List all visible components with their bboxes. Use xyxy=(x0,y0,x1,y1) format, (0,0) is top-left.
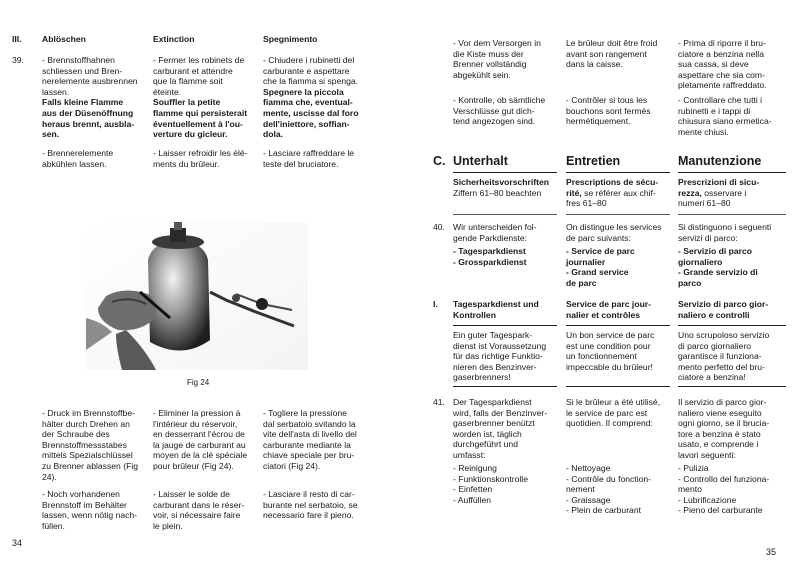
item-number: 41. xyxy=(433,397,445,407)
divider xyxy=(566,214,670,215)
safety-fr-text: se référer aux chif- fres 61–80 xyxy=(566,187,656,209)
item39-fr-bold: Souffler la petite flamme qui persisterait éventuellement à l'ou- verture du gicleur. xyxy=(153,97,248,140)
drain-it: - Togliere la pressione dal serbatoio svitando la vite dell'asta di livello del carburante mediante la chiave speciale per bru- ciatori (Fig 24). xyxy=(263,408,357,471)
item39-fr-text: - Fermer les robinets de carburant et attendre que la flamme soit éteinte. xyxy=(153,55,245,97)
item40-it-bold: - Servizio di parco giornaliero - Grande servizio di parco xyxy=(678,246,758,288)
section-i-number: I. xyxy=(433,299,438,309)
burner-illustration xyxy=(86,222,308,370)
item39-it-text: - Chiudere i rubinetti del carburante e aspettare che la fiamma si spenga. xyxy=(263,55,359,87)
item-number: 39. xyxy=(12,55,24,65)
item39-de xyxy=(42,55,150,140)
boxed-de: Ein guter Tagespark- dienst ist Voraussetzung für das richtige Funktio- nieren des Benzinver- gaserbrenners! xyxy=(453,330,547,383)
safety-fr xyxy=(566,177,674,209)
safety-de-text: Ziffern 61–80 beachten xyxy=(453,187,542,198)
cool-it: - Lasciare raffreddare le teste del bruciatore. xyxy=(263,148,355,169)
tasks-fr: - Nettoyage - Contrôle du fonction- nement - Graissage - Plein de carburant xyxy=(566,463,652,516)
item40-it xyxy=(678,222,790,289)
divider xyxy=(566,386,670,387)
safety-fr-bold: Prescriptions de sécu- rité, xyxy=(566,177,659,198)
section-number: III. xyxy=(12,34,22,44)
heading-de: Ablöschen xyxy=(42,34,86,44)
item40-fr-text: On distingue les services de parc suivants: xyxy=(566,222,662,243)
item40-de-bold: - Tagesparkdienst - Grossparkdienst xyxy=(453,246,527,267)
tasks-de: - Reinigung - Funktionskontrolle - Einfetten - Auffüllen xyxy=(453,463,528,505)
item41-fr: Si le brûleur a été utilisé, le service de parc est quotidien. Il comprend: xyxy=(566,397,661,429)
rest-it: - Lasciare il resto di car- burante nel serbatoio, se necessario fare il pieno. xyxy=(263,489,358,521)
cool-de: - Brennerelemente abkühlen lassen. xyxy=(42,148,114,169)
drain-fr: - Eliminer la pression à l'intérieur du réservoir, en desserrant l'écrou de la jauge de carburant au moyen de la clé spéciale pour brûleur (Fig 24). xyxy=(153,408,248,471)
item39-de-text: - Brennstoffhahnen schliessen und Bren- nerelemente ausbrennen lassen. xyxy=(42,55,138,97)
caps-de: - Kontrolle, ob sämtliche Verschlüsse gut dich- tend angezogen sind. xyxy=(453,95,546,127)
item39-it-bold: Spegnere la piccola fiamma che, eventual- mente, uscisse dal foro dell'iniettore, soffian- dola. xyxy=(263,86,359,140)
item41-de: Der Tagesparkdienst wird, falls der Benzinver- gaserbrenner benützt worden ist, täglich durchgeführt und umfasst: xyxy=(453,397,548,460)
divider xyxy=(453,172,557,173)
page-number-left: 34 xyxy=(12,538,23,548)
rest-fr: - Laisser le solde de carburant dans le réser- voir, si nécessaire faire le plein. xyxy=(153,489,245,531)
divider xyxy=(453,386,557,387)
section-c-letter: C. xyxy=(433,154,446,168)
safety-de-bold: Sicherheitsvorschriften xyxy=(453,177,549,187)
divider xyxy=(678,386,786,387)
drain-de: - Druck im Brennstoffbe- hälter durch Drehen an der Schraube des Brennstoffmessstabes mittels Spezialschlüssel zu Brenner ablassen (Fig 24). xyxy=(42,408,139,482)
item40-fr xyxy=(566,222,674,289)
section-i-fr: Service de parc jour- nalier et contrôles xyxy=(566,299,652,320)
figure-caption: Fig 24 xyxy=(187,378,210,387)
item-number: 40. xyxy=(433,222,445,232)
page-number-right: 35 xyxy=(766,547,777,557)
section-i-it: Servizio di parco gior- naliero e controlli xyxy=(678,299,769,320)
divider xyxy=(678,172,786,173)
item39-fr xyxy=(153,55,261,140)
tasks-it: - Pulizia - Controllo del funziona- mento - Lubrificazione - Pieno del carburante xyxy=(678,463,770,516)
boxed-it: Uno scrupoloso servizio di parco giornaliero garantisce il funziona- mento perfetto del bru- ciatore a benzina! xyxy=(678,330,770,383)
caps-fr: - Contrôler si tous les bouchons sont fermés hermétiquement. xyxy=(566,95,651,127)
safety-it xyxy=(678,177,790,209)
safety-it-text: osservare i numeri 61–80 xyxy=(678,187,747,209)
item39-de-bold: Falls kleine Flamme aus der Düsenöffnung heraus brennt, ausbla- sen. xyxy=(42,97,135,140)
item40-fr-bold: - Service de parc journalier - Grand service de parc xyxy=(566,246,635,288)
boxed-fr: Un bon service de parc est une condition pour un fonctionnement impeccable du brûleur! xyxy=(566,330,655,372)
section-c-it: Manutenzione xyxy=(678,154,762,168)
storage-fr: Le brûleur doit être froid avant son rangement dans la caisse. xyxy=(566,38,658,70)
storage-de: - Vor dem Versorgen in die Kiste muss der Brenner vollständig abgekühlt sein. xyxy=(453,38,541,80)
safety-de xyxy=(453,177,561,198)
section-c-de: Unterhalt xyxy=(453,154,508,168)
divider xyxy=(566,172,670,173)
divider xyxy=(678,214,786,215)
safety-it-bold: Prescrizioni di sicu- rezza, xyxy=(678,177,760,198)
divider xyxy=(566,325,670,326)
heading-it: Spegnimento xyxy=(263,34,318,44)
heading-fr: Extinction xyxy=(153,34,195,44)
cool-fr: - Laisser refroidir les élé- ments du brûleur. xyxy=(153,148,248,169)
burner-photo xyxy=(86,222,308,370)
item40-de-text: Wir unterscheiden fol- gende Parkdienste: xyxy=(453,222,537,243)
storage-it: - Prima di riporre il bru- ciatore a benzina nella sua cassa, si deve aspettare che sia com- pletamente raffreddato. xyxy=(678,38,767,91)
item40-de xyxy=(453,222,561,267)
section-i-de: Tagesparkdienst und Kontrollen xyxy=(453,299,539,320)
caps-it: - Controllare che tutti i rubinetti e i tappi di chiusura siano ermetica- mente chiusi. xyxy=(678,95,772,137)
divider xyxy=(453,325,557,326)
section-c-fr: Entretien xyxy=(566,154,621,168)
item41-it: Il servizio di parco gior- naliero viene eseguito ogni giorno, se il brucia- tore a benzina è stato usato, e comprende i lavori seguenti: xyxy=(678,397,770,460)
item40-it-text: Si distinguono i seguenti servizi di parco: xyxy=(678,222,772,243)
divider xyxy=(678,325,786,326)
rest-de: - Noch vorhandenen Brennstoff im Behälter lassen, wenn nötig nach- füllen. xyxy=(42,489,138,531)
divider xyxy=(453,214,557,215)
item39-it xyxy=(263,55,375,140)
